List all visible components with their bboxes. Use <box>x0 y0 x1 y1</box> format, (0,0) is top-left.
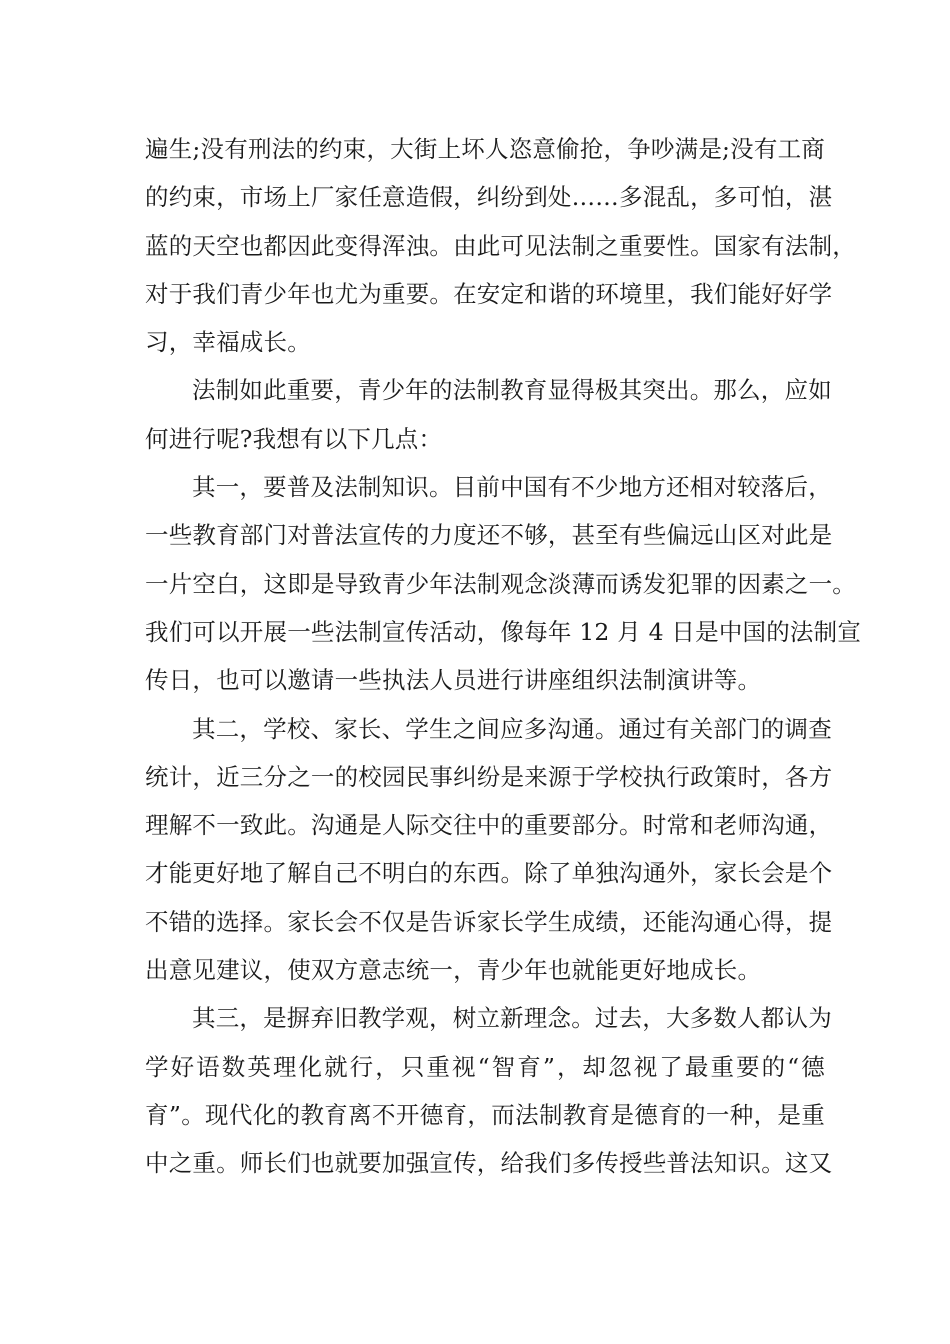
body-text <box>145 125 862 1188</box>
text-line: 传日，也可以邀请一些执法人员进行讲座组织法制演讲等。 <box>145 666 762 695</box>
text-line: 对于我们青少年也尤为重要。在安定和谐的环境里，我们能好好学 <box>145 279 833 308</box>
text-line: 中之重。师长们也就要加强宣传，给我们多传授些普法知识。这又 <box>145 1149 833 1178</box>
text-line: 学好语数英理化就行，只重视“智育”，却忽视了最重要的“德 <box>145 1052 825 1081</box>
text-line: 统计，近三分之一的校园民事纠纷是来源于学校执行政策时，各方 <box>145 762 833 791</box>
text-line: 出意见建议，使双方意志统一，青少年也就能更好地成长。 <box>145 956 762 985</box>
text-line: 不错的选择。家长会不仅是告诉家长学生成绩，还能沟通心得，提 <box>145 907 833 936</box>
text-line: 才能更好地了解自己不明白的东西。除了单独沟通外，家长会是个 <box>145 859 833 888</box>
text-line: 的约束，市场上厂家任意造假，纠纷到处……多混乱，多可怕，湛 <box>145 183 833 212</box>
paragraph-first-line: 法制如此重要，青少年的法制教育显得极其突出。那么，应如 <box>192 376 832 405</box>
text-line: 我们可以开展一些法制宣传活动，像每年 12 月 4 日是中国的法制宣 <box>145 617 862 646</box>
paragraph-first-line: 其三，是摒弃旧教学观，树立新理念。过去，大多数人都认为 <box>192 1004 832 1033</box>
text-line: 遍生;没有刑法的约束，大街上坏人恣意偷抢，争吵满是;没有工商 <box>145 135 825 163</box>
text-line: 何进行呢?我想有以下几点： <box>145 424 443 453</box>
text-line: 理解不一致此。沟通是人际交往中的重要部分。时常和老师沟通， <box>145 811 833 840</box>
paragraph-first-line: 其二，学校、家长、学生之间应多沟通。通过有关部门的调查 <box>192 714 832 743</box>
text-line: 一片空白，这即是导致青少年法制观念淡薄而诱发犯罪的因素之一。 <box>145 569 856 598</box>
paragraph-first-line: 其一，要普及法制知识。目前中国有不少地方还相对较落后， <box>192 473 832 502</box>
text-line: 习，幸福成长。 <box>145 328 311 357</box>
text-line: 育”。现代化的教育离不开德育，而法制教育是德育的一种，是重 <box>145 1100 825 1129</box>
text-line: 一些教育部门对普法宣传的力度还不够，甚至有些偏远山区对此是 <box>145 521 833 550</box>
text-line: 蓝的天空也都因此变得浑浊。由此可见法制之重要性。国家有法制， <box>145 231 856 260</box>
